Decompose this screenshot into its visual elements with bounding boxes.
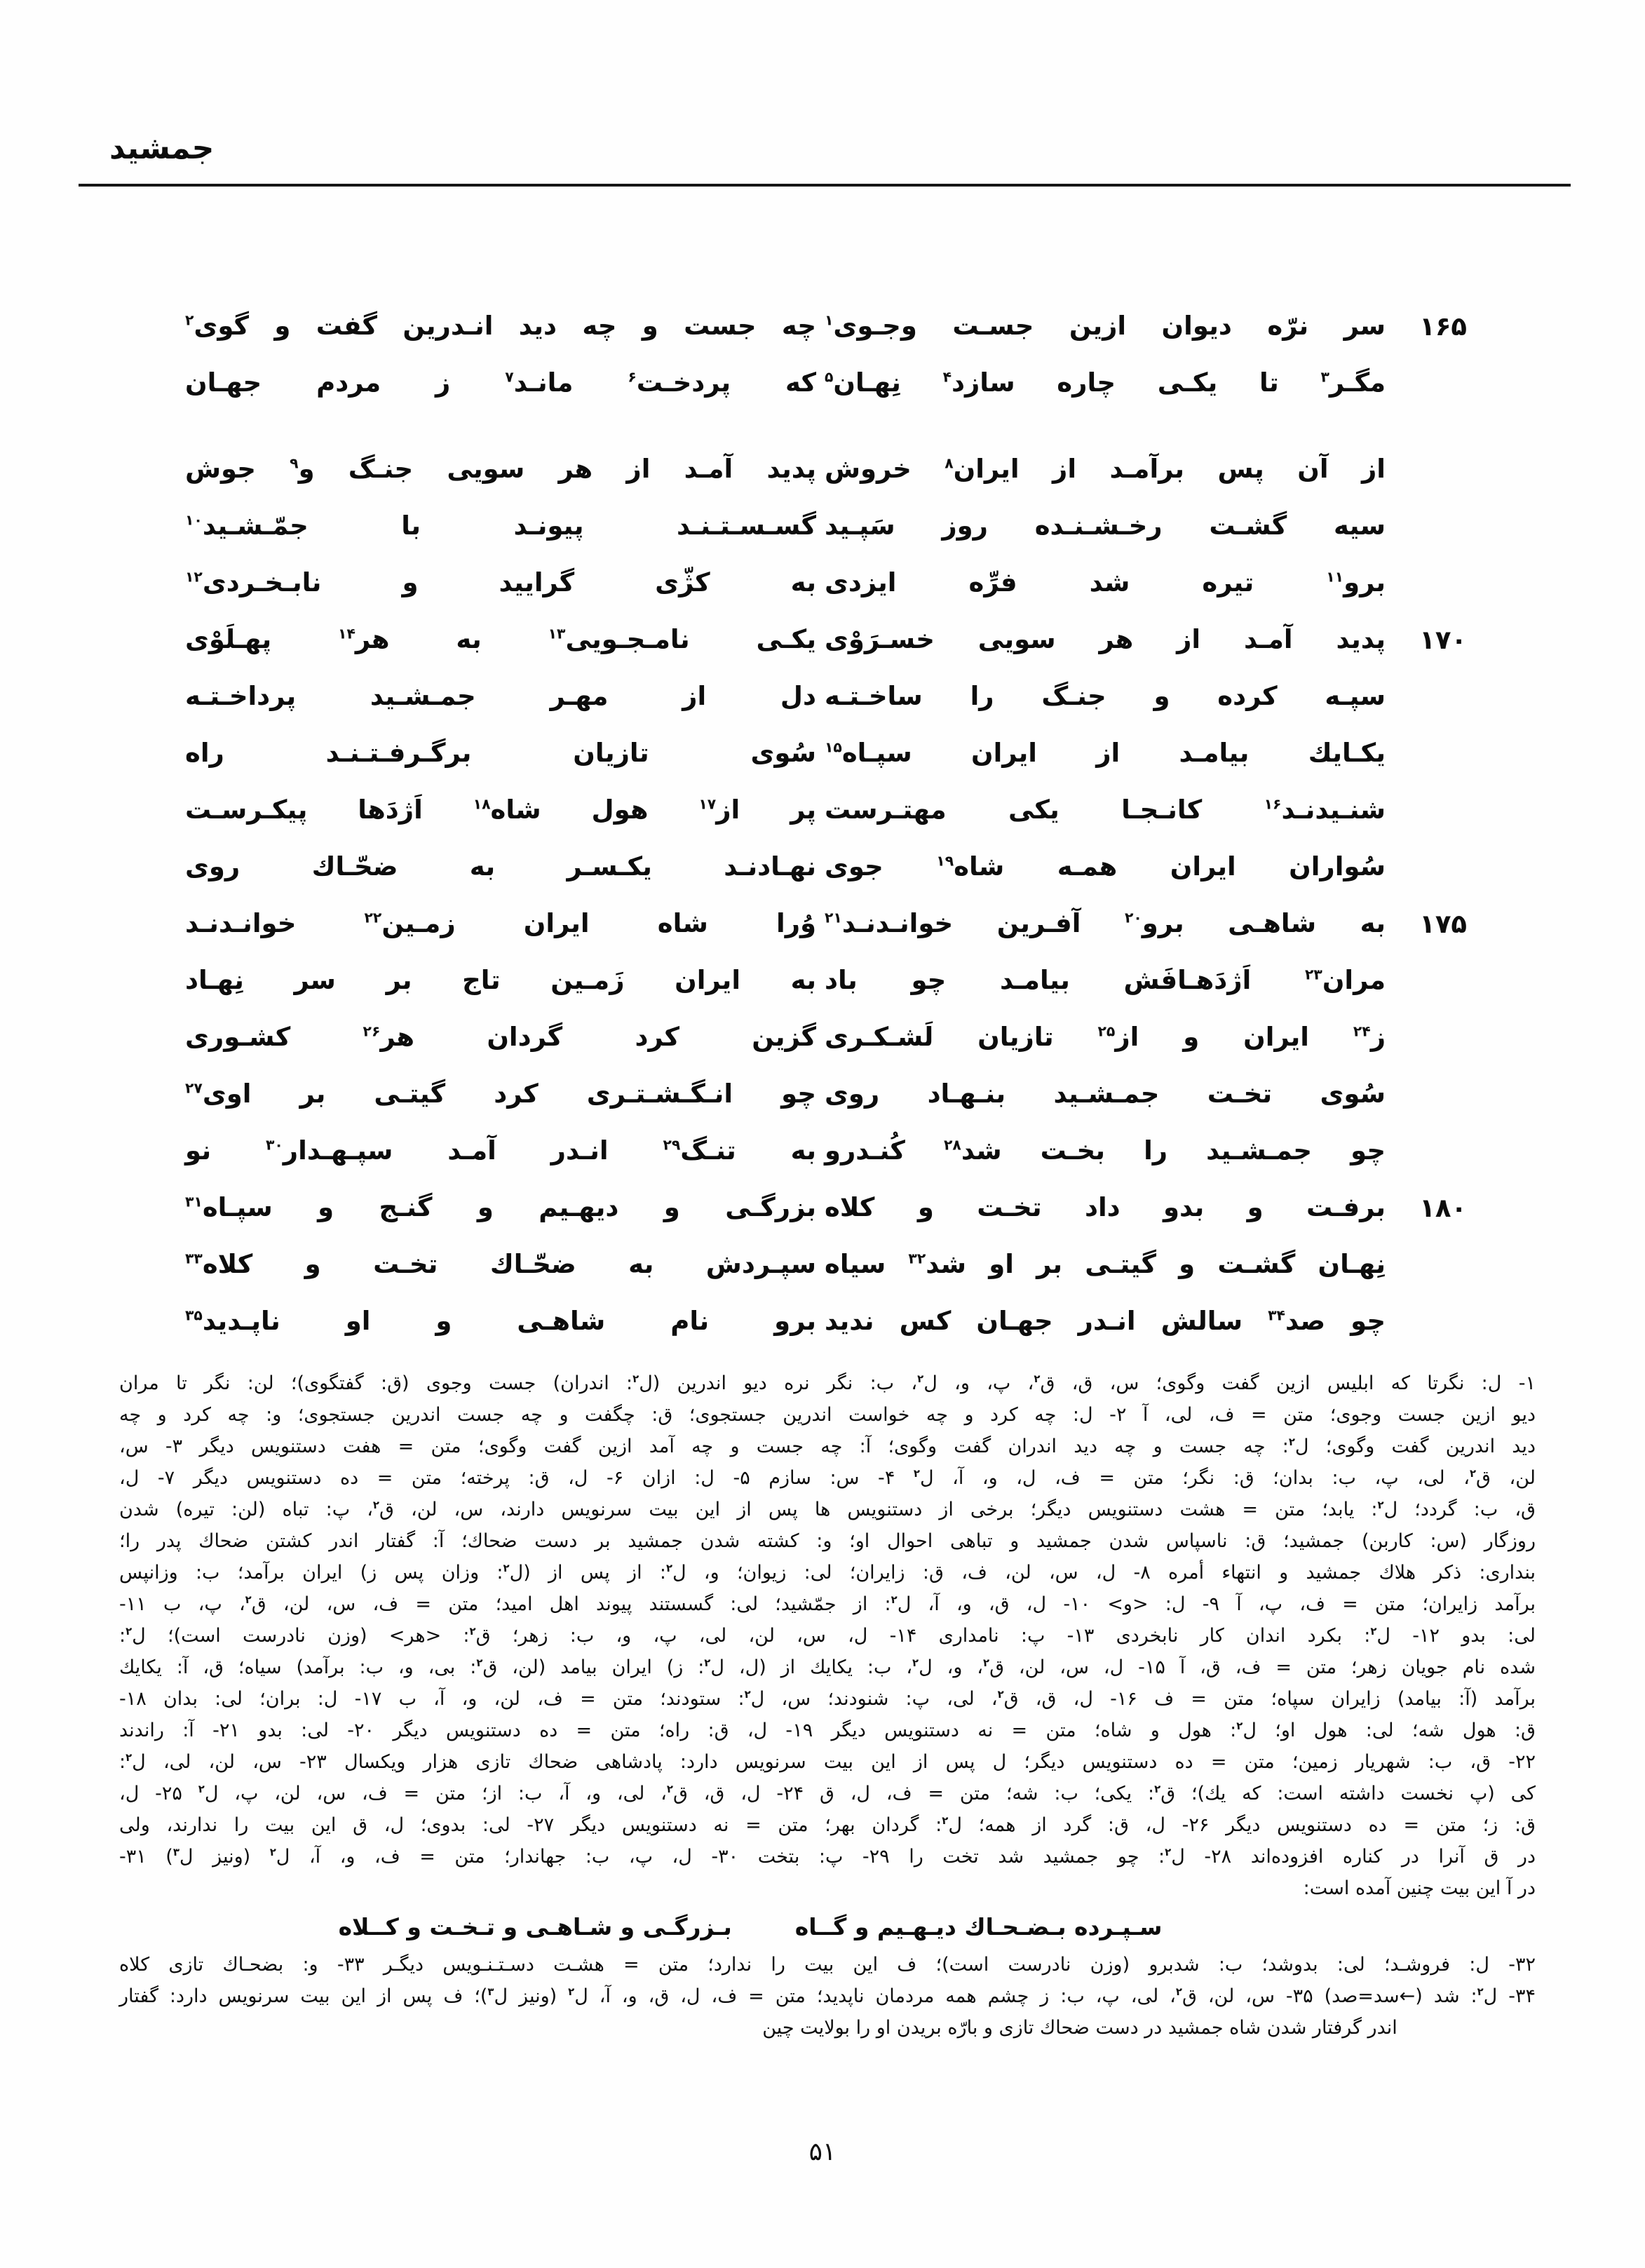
hemistich-right: برفـت و بدو داد تخـت و کلاه <box>825 1192 1386 1223</box>
verse-row <box>180 725 1467 782</box>
hemistich-left: گزین کرد گردان هر$^{۲۶}$ کشـوری <box>185 1022 816 1053</box>
hemistich-right: سیه گشـت رخـشـنـده روز سَپـید <box>825 511 1386 541</box>
footnote-line: برآمد (آ: بیامد) زایران سپاه؛ متن = ف ۱۶- ل، ق، ق$^۲$، لی، پ: شنودند؛ س، ل$^۲$: ستودند؛ متن = ف، لن، و، آ، ب ۱۷- ل: بران؛ لی: بدان ۱۸- <box>119 1688 1536 1710</box>
footnote-line: ۳۲- ل: فروشـد؛ لی: بدوشد؛ ب: شدبرو (وزن نادرست است)؛ ف این بیت را ندارد؛ متن = هشـت دسـتـنـویس دیگـر ۳۳- و: بضحـاك تازی کلاه <box>119 1954 1536 1976</box>
hemistich-left: برو نام شاهـی و او ناپـدید$^{۳۵}$ <box>185 1306 816 1337</box>
hemistich-right: چو صد$^{۳۴}$ سالش انـدر جهـان کس ندید <box>825 1306 1386 1337</box>
hemistich-right: به شاهـی برو$^{۲۰}$ آفـرین خوانـدنـد$^{۲۱}$ <box>825 908 1386 939</box>
hemistich-left: چه جست و چه دید انـدرین گفت و گوی$^۲$ <box>185 311 816 342</box>
poem <box>180 298 1467 1350</box>
hemistich-right: یکـایك بیامـد از ایران سپـاه$^{۱۵}$ <box>825 738 1386 769</box>
hemistich-right: پدید آمـد از هر سویی خسـرَوْی <box>825 624 1386 655</box>
hemistich-left: نهـادنـد یکـسـر به ضحّـاك روی <box>185 851 816 882</box>
footnote-line: در آ این بیت چنین آمده است: <box>1303 1877 1536 1899</box>
verse-row <box>180 1236 1467 1293</box>
hemistich-right: مگـر$^۳$ تا یکـی چاره سازد$^۴$ نِهـان$^۵$ <box>825 367 1386 398</box>
verse-row <box>180 441 1467 498</box>
footnote-line: ۲۲- ق، ب: شهریار زمین؛ متن = ده دستنویس دیگر؛ ل پس از این بیت سرنویس دارد: پادشاهی ضحاك تازی هزار ویكسال ۲۳- س، لن، لی، ل$^۲$: <box>119 1751 1536 1773</box>
hemistich-right: سپـه کرده و جنـگ را ساخـتـه <box>825 681 1386 712</box>
hemistich-left: که پردخـت$^۶$ مانـد$^۷$ ز مردم جهـان <box>185 367 816 398</box>
hemistich-right: شنـیدنـد$^{۱۶}$ کانـجـا یکی مهتـرست <box>825 795 1386 825</box>
verse-row <box>180 1066 1467 1123</box>
footnote-line: ۳۴- ل$^۲$: شد (←سد=صد) ۳۵- س، لن، ق$^۲$، لی، پ، ب: ز چشم همه مردمان ناپدید؛ متن = ف، ل، ق، و، آ، ل$^۲$ (ونیز ل$^۳$)؛ ف پس از این بیت سرنویس دارد: گفتار <box>119 1985 1536 2007</box>
hemistich-left: سُوی تازیان برگـرفـتـنـد راه <box>185 738 816 769</box>
footnote-line: ق: ز؛ متن = ده دستنویس دیگر ۲۶- ل، ق: گرد از همه؛ ل$^۲$: گردان بهر؛ متن = نه دستنویس دیگر ۲۷- لی: بدوی؛ ل، ق این بیت را ندارند، ولی <box>119 1814 1536 1836</box>
footnote-line: شده نام جویان زهر؛ متن = ف، ق، آ ۱۵- ل، س، لن، ق$^۲$، و، ل$^۲$، ب: یکایك از (ل، ل$^۲$: ز) ایران بیامد (لن، ق$^۲$: بی، و، ب: برآمد) سیاه؛ ق، آ: یکایك <box>119 1656 1536 1678</box>
verse-row <box>180 498 1467 555</box>
footnote-line: روزگار (س: کاربن) جمشید؛ ق: ناسپاس شدن جمشید و تباهی احوال او؛ و: کشته شدن جمشید بر دست ضحاك؛ آ: گفتار اندر کشتن ضحاك پدر را؛ <box>119 1530 1536 1552</box>
verse-rows <box>180 298 1467 1350</box>
hemistich-right: مران$^{۲۳}$ اَژدَهـافَش بیامـد چو باد <box>825 965 1386 996</box>
verse-row <box>180 298 1467 355</box>
hemistich-left: دل از مهـر جمـشـید پرداخـتـه <box>185 681 816 712</box>
verse-row <box>180 1009 1467 1066</box>
verse-number: ۱۸۰ <box>1419 1193 1467 1223</box>
hemistich-right: سر نرّه دیوان ازین جسـت وجـوی$^۱$ <box>825 311 1386 342</box>
hemistich-right: نِهـان گشـت و گیتـی بر او شد$^{۳۲}$ سیاه <box>825 1249 1386 1280</box>
verse-row <box>180 782 1467 839</box>
hemistich-left: به کژّی گرایید و نابـخـردی$^{۱۲}$ <box>185 567 816 598</box>
verse-row <box>180 1293 1467 1350</box>
quoted-verse <box>42 1904 1458 1949</box>
page-number: ۵۱ <box>808 2138 837 2166</box>
hemistich-left: چو انـگـشـتـری کرد گیتـی بر اوی$^{۲۷}$ <box>185 1079 816 1109</box>
footnote-line: اندر گرفتار شدن شاه جمشید در دست ضحاك تازی و بارّه بریدن او را بولایت چین <box>762 2017 1397 2039</box>
verse-row <box>180 1180 1467 1236</box>
verse-number: ۱۶۵ <box>1419 311 1467 342</box>
footnote-line: برآمد زایران؛ متن = ف، پ، آ ۹- ل: <و> ۱۰- ل، ق، و، آ، ل$^۲$: از جمّشید؛ لی: گسستند پیوند اهل امید؛ متن = ف، س، لن، ق$^۲$، پ، ب ۱۱- <box>119 1593 1536 1615</box>
verse-row <box>180 1123 1467 1180</box>
hemistich-left: پدید آمـد از هر سویی جنـگ و$^۹$ جوش <box>185 454 816 485</box>
verse-row <box>180 355 1467 412</box>
hemistich-right: از آن پس برآمـد از ایران$^۸$ خروش <box>825 454 1386 485</box>
head-rule <box>79 184 1571 187</box>
hemistich-left: یکـی نامـجـویی$^{۱۳}$ به هر$^{۱۴}$ پهـلَوْی <box>185 624 816 655</box>
hemistich-right: برو$^{۱۱}$ تیره شد فرِّه ایزدی <box>825 567 1386 598</box>
footnote-line: لی: بدو ۱۲- ل$^۲$: بکرد اندان کار نابخردی ۱۳- پ: نامداری ۱۴- ل، س، لن، لی، پ، و، ب: زهر؛ ق$^۲$: <هر> (وزن نادرست است)؛ ل$^۲$: <box>119 1625 1536 1647</box>
hemistich-left: به ایران زَمـین تاج بر سر نِهـاد <box>185 965 816 996</box>
hemistich-left: سپـردش به ضحّـاك تخـت و کلاه$^{۳۳}$ <box>185 1249 816 1280</box>
verse-number: ۱۷۵ <box>1419 909 1467 939</box>
hemistich-right: سُواران ایران همـه شاه$^{۱۹}$ جوی <box>825 851 1386 882</box>
verse-row <box>180 668 1467 725</box>
footnote-line: دیو ازین جست وجوی؛ متن = ف، لی، آ ۲- ل: چه کرد و چه خواست اندرین جستجوی؛ ق: چگفت و چه جست اندرین جستجوی؛ و: چه کرد و چه <box>119 1404 1536 1426</box>
footnotes <box>119 1368 1536 2044</box>
footnote-line: ق، ب: گردد؛ ل$^۲$: یابد؛ متن = هشت دستنویس دیگر؛ برخی از دستنویس ها پس از این بیت سرنویس دارند، س، لن، ق$^۲$، پ: تباه (لن: تیره) شدن <box>119 1499 1536 1520</box>
hemistich-left: پر از$^{۱۷}$ هول شاه$^{۱۸}$ اَژدَها پیکـرسـت <box>185 795 816 825</box>
footnote-line: ۱- ل: نگرتا که ابلیس ازین گفت وگوی؛ س، ق، ق$^۲$، پ، و، ل$^۲$، ب: نگر نره دیو اندرین (ل$^۲$: اندران) جست وجوی (ق: گفتگوی)؛ لن: نگر تا مران <box>119 1372 1536 1394</box>
verse-number: ۱۷۰ <box>1419 625 1467 655</box>
verse-row <box>180 952 1467 1009</box>
hemistich-right: چو جمـشـید را بخـت شد$^{۲۸}$ کُنـدرو <box>825 1135 1386 1166</box>
hemistich-left: به تنـگ$^{۲۹}$ انـدر آمـد سپـهـدار$^{۳۰}$ نو <box>185 1135 816 1166</box>
footnote-line: لن، ق$^۲$، لی، پ، ب: بدان؛ ق: نگر؛ متن = ف، ل، و، آ، ل$^۲$ ۴- س: سازم ۵- ل: ازان ۶- ل، ق: پرخته؛ متن = ده دستنویس دیگر ۷- ل، <box>119 1467 1536 1489</box>
hemistich-right: سُوی تخـت جمـشـید بنـهـاد روی <box>825 1079 1386 1109</box>
hemistich-left: گسـسـتـنـد پیونـد با جمّـشـید$^{۱۰}$ <box>185 511 816 541</box>
hemistich-left: وُرا شاه ایران زمـین$^{۲۲}$ خوانـدنـد <box>185 908 816 939</box>
verse-row <box>180 839 1467 896</box>
footnote-line: در ق آنرا در کناره افزوده‌اند ۲۸- ل$^۲$: چو جمشید شد تخت را ۲۹- پ: بتخت ۳۰- ل، پ، ب: جهاندار؛ متن = ف، و، آ، ل$^۲$ (ونیز ل$^۳$) ۳۱- <box>119 1846 1536 1868</box>
footnote-line: دید اندرین گفت وگوی؛ ل$^۲$: چه جست و چه دید اندران گفت وگوی؛ آ: چه جست و چه آمد ازین گفت وگوی؛ متن = هفت دستنویس دیگر ۳- س، <box>119 1436 1536 1457</box>
footnote-line: ق: هول شه؛ لی: هول او؛ ل$^۲$: هول و شاه؛ متن = نه دستنویس دیگر ۱۹- ل، ق: راه؛ متن = ده دستنویس دیگر ۲۰- لی: بدو ۲۱- آ: راندند <box>119 1720 1536 1741</box>
footnote-line: کی (پ نخست داشته است: که یك)؛ ق$^۲$: یکی؛ ب: شه؛ متن = ف، ل، ق ۲۴- ل، ق، ق$^۲$، لی، و، آ، ب: از؛ متن = ف، س، لن، پ، ل$^۲$ ۲۵- ل، <box>119 1783 1536 1804</box>
running-head: جمشید <box>109 130 215 166</box>
quoted-hemistich-left: بـزرگـی و شـاهـی و تـخـت و کــلاه <box>338 1912 732 1940</box>
verse-row <box>180 896 1467 952</box>
verse-row <box>180 555 1467 612</box>
hemistich-right: ز$^{۲۴}$ ایران و از$^{۲۵}$ تازیان لَشـکـری <box>825 1022 1386 1053</box>
verse-row <box>180 612 1467 668</box>
footnote-line: بنداری: ذکر هلاك جمشید و انتهاء أمره ۸- ل، س، لن، ف، ق: زایران؛ لی: زیوان؛ و، ل$^۲$: از پس از (ل$^۲$: وزان پس ز) ایران برآمد؛ ب: وزانپس <box>119 1562 1536 1584</box>
quoted-hemistich-right: سـپـرده بـضـحـاك دیـهـیم و گــاه <box>794 1912 1163 1940</box>
hemistich-left: بزرگـی و دیهـیم و گنـج و سپـاه$^{۳۱}$ <box>185 1192 816 1223</box>
